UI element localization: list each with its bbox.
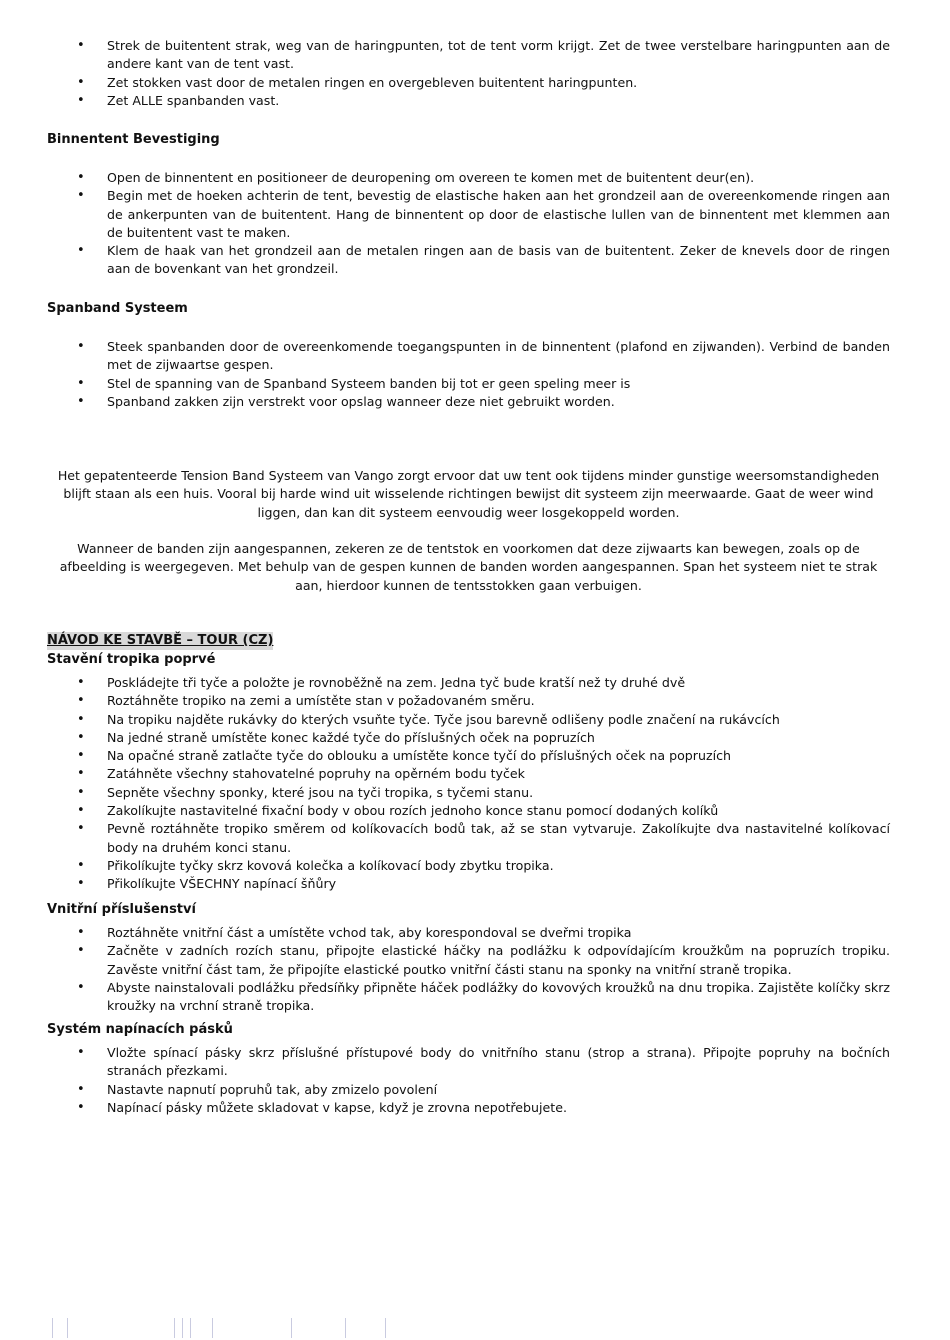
scan-mark <box>174 1318 175 1338</box>
list-item: • Strek de buitentent strak, weg van de haringpunten, tot de tent vorm krijgt. Zet de twee verstelbare haringpunten aan de andere kant van de tent vast. <box>0 37 950 74</box>
list-item: • Begin met de hoeken achterin de tent, bevestig de elastische haken aan het grondzeil aan de overeenkomende ringen aan de ankerpunten van de buitentent. Hang de binnentent op door de elastische lullen van de binnentent met klemmen aan de buitentent vast te maken. <box>0 187 950 242</box>
list-item: • Na jedné straně umístěte konec každé tyče do příslušných oček na popruzích <box>0 729 950 747</box>
binnentent-list <box>0 169 950 279</box>
tropik-list-block <box>0 674 950 894</box>
spanband-list <box>0 338 950 411</box>
system-list-block <box>0 1044 950 1117</box>
scan-mark <box>67 1318 68 1338</box>
list-item: • Přikolíkujte VŠECHNY napínací šňůry <box>0 875 950 893</box>
list-item: • Zatáhněte všechny stahovatelné popruhy na opěrném bodu tyček <box>0 765 950 783</box>
section-heading-system: Systém napínacích pásků <box>47 1022 233 1037</box>
section-heading-vnitrni: Vnitřní příslušenství <box>47 902 196 917</box>
nl-intro-list-block <box>0 37 950 110</box>
list-item: • Spanband zakken zijn verstrekt voor opslag wanneer deze niet gebruikt worden. <box>0 393 950 411</box>
binnentent-list-block <box>0 169 950 279</box>
nl-intro-list <box>0 37 950 110</box>
list-item: • Poskládejte tři tyče a položte je rovnoběžně na zem. Jedna tyč bude kratší než ty druhé dvě <box>0 674 950 692</box>
list-item: • Roztáhněte vnitřní část a umístěte vchod tak, aby korespondoval se dveřmi tropika <box>0 924 950 942</box>
spanband-list-block <box>0 338 950 411</box>
section-heading-tropik: Stavění tropika poprvé <box>47 652 216 667</box>
scan-mark <box>212 1318 213 1338</box>
list-item: • Steek spanbanden door de overeenkomende toegangspunten in de binnentent (plafond en zijwanden). Verbind de banden met de zijwaartse gespen. <box>0 338 950 375</box>
list-item: • Přikolíkujte tyčky skrz kovová kolečka a kolíkovací body zbytku tropika. <box>0 857 950 875</box>
list-item: • Roztáhněte tropiko na zemi a umístěte stan v požadovaném směru. <box>0 692 950 710</box>
scan-mark <box>291 1318 292 1338</box>
list-item: • Abyste nainstalovali podlážku předsíňky připněte háček podlážky do kovových kroužků na dnu tropika. Zajistěte kolíčky skrz kroužky na vrchní straně tropika. <box>0 979 950 1016</box>
scan-mark <box>52 1318 53 1338</box>
section-heading-spanband: Spanband Systeem <box>47 301 188 316</box>
list-item: • Vložte spínací pásky skrz příslušné přístupové body do vnitřního stanu (strop a strana). Připojte popruhy na bočních stranách přezkami. <box>0 1044 950 1081</box>
list-item: • Sepněte všechny sponky, které jsou na tyči tropika, s tyčemi stanu. <box>0 784 950 802</box>
tropik-list <box>0 674 950 894</box>
scan-marks <box>0 1316 950 1340</box>
list-item: • Pevně roztáhněte tropiko směrem od kolíkovacích bodů tak, až se stan vytvaruje. Zakolíkujte dva nastavitelné kolíkovací body na druhém konci stanu. <box>0 820 950 857</box>
tension-band-paragraph-2: Wanneer de banden zijn aangespannen, zekeren ze de tentstok en voorkomen dat deze zijwaarts kan bewegen, zoals op de afbeelding is weergegeven. Met behulp van de gespen kunnen de banden worden aangespannen. Span het systeem niet te strak aan, hierdoor kunnen de tentsstokken gaan verbuigen. <box>59 541 878 593</box>
list-item: • Na opačné straně zatlačte tyče do oblouku a umístěte konce tyčí do příslušných oček na popruzích <box>0 747 950 765</box>
list-item: • Zakolíkujte nastavitelné fixační body v obou rozích jednoho konce stanu pomocí dodaných kolíků <box>0 802 950 820</box>
list-item: • Zet ALLE spanbanden vast. <box>0 92 950 110</box>
tension-band-paragraph: Het gepatenteerde Tension Band Systeem van Vango zorgt ervoor dat uw tent ook tijdens minder gunstige weersomstandigheden blijft staan als een huis. Vooral bij harde wind uit wisselende richtingen bewijst dit systeem zijn meerwaarde. Gaat de weer wind liggen, dan kan dit systeem eenvoudig weer losgekoppeld worden. <box>57 468 880 520</box>
list-item: • Na tropiku najděte rukávky do kterých vsuňte tyče. Tyče jsou barevně odlišeny podle značení na rukávcích <box>0 711 950 729</box>
list-item: • Open de binnentent en positioneer de deuropening om overeen te komen met de buitentent deur(en). <box>0 169 950 187</box>
scan-mark <box>182 1318 183 1338</box>
list-item: • Klem de haak van het grondzeil aan de metalen ringen aan de basis van de buitentent. Zeker de knevels door de ringen aan de bovenkant van het grondzeil. <box>0 242 950 279</box>
list-item: • Zet stokken vast door de metalen ringen en overgebleven buitentent haringpunten. <box>0 74 950 92</box>
section-heading-binnentent: Binnentent Bevestiging <box>47 132 220 147</box>
list-item: • Začněte v zadních rozích stanu, připojte elastické háčky na podlážku k odpovídajícím kroužkům na popruzích tropiku. Zavěste vnitřní část tam, že připojíte elastické poutko vnitřní části stanu na sponky na vnitřní straně tropika. <box>0 942 950 979</box>
scan-mark <box>385 1318 386 1338</box>
list-item: • Stel de spanning van de Spanband Systeem banden bij tot er geen speling meer is <box>0 375 950 393</box>
scan-mark <box>345 1318 346 1338</box>
list-item: • Nastavte napnutí popruhů tak, aby zmizelo povolení <box>0 1081 950 1099</box>
system-list <box>0 1044 950 1117</box>
cz-section-title: NÁVOD KE STAVBĚ – TOUR (CZ) <box>47 633 274 648</box>
scan-mark <box>190 1318 191 1338</box>
vnitrni-list <box>0 924 950 1015</box>
vnitrni-list-block <box>0 924 950 1015</box>
list-item: • Napínací pásky můžete skladovat v kapse, když je zrovna nepotřebujete. <box>0 1099 950 1117</box>
